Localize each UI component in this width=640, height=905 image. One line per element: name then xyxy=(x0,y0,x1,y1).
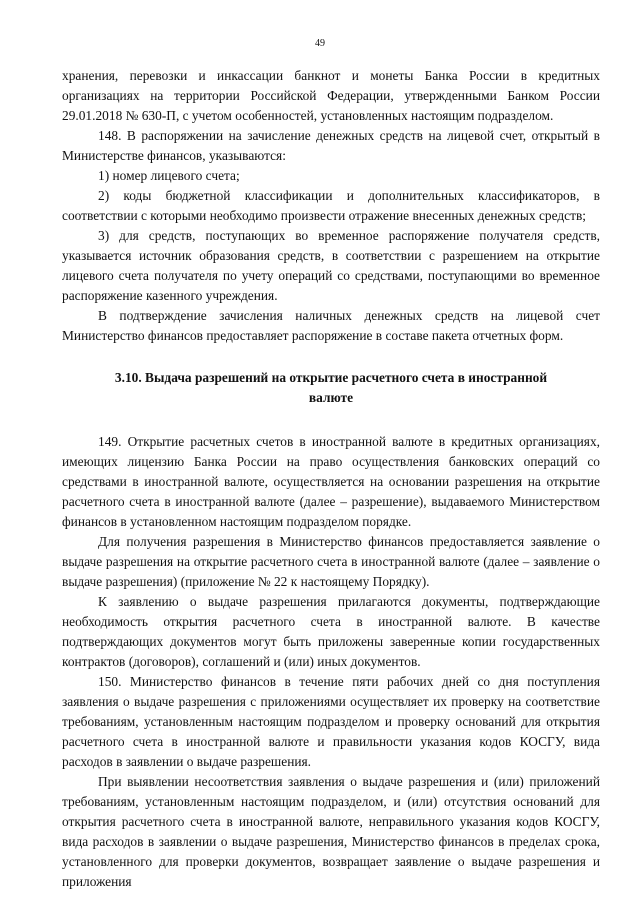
paragraph: 2) коды бюджетной классификации и дополнительных классификаторов, в соответствии с которыми необходимо произвести отражение внесенных денежных средств; xyxy=(62,188,600,223)
paragraph: К заявлению о выдаче разрешения прилагаются документы, подтверждающие необходимость открытия расчетного счета в иностранной валюте. В качестве подтверждающих документов могут быть приложены заверенные копии государственных контрактов (договоров), соглашений и (или) иных документов. xyxy=(62,594,600,669)
paragraph: В подтверждение зачисления наличных денежных средств на лицевой счет Министерство финансов предоставляет распоряжение в составе пакета отчетных форм. xyxy=(62,308,600,343)
page-number: 49 xyxy=(315,38,325,49)
paragraph: При выявлении несоответствия заявления о выдаче разрешения и (или) приложений требованиям, установленным настоящим подразделом, и (или) отсутствия оснований для открытия расчетного счета в иностранной валюте, неправильного указания кодов КОСГУ, вида расходов в заявлении о выдаче разрешения, Министерство финансов в пределах срока, установленного для проверки документов, возвращает заявление о выдаче разрешения и приложения xyxy=(62,774,600,889)
paragraph: 3) для средств, поступающих во временное распоряжение получателя средств, указывается источник образования средств, в соответствии с разрешением на открытие лицевого счета получателя по учету операций со средствами, поступающими во временное распоряжение казенного учреждения. xyxy=(62,228,600,303)
paragraphs-after-heading xyxy=(62,432,600,892)
paragraph: 149. Открытие расчетных счетов в иностранной валюте в кредитных организациях, имеющих лицензию Банка России на право осуществления банковских операций со средствами в иностранной валюте, осуществляется на основании разрешения на открытие расчетного счета в иностранной валюте (далее – разрешение), выдаваемого Министерством финансов в установленном настоящим подразделом порядке. xyxy=(62,434,600,529)
section-heading: 3.10. Выдача разрешений на открытие расчетного счета в иностранной валюте xyxy=(114,370,548,405)
paragraph: 148. В распоряжении на зачисление денежных средств на лицевой счет, открытый в Министерстве финансов, указываются: xyxy=(62,128,600,163)
paragraph: хранения, перевозки и инкассации банкнот и монеты Банка России в кредитных организациях на территории Российской Федерации, утвержденными Банком России 29.01.2018 № 630-П, с учетом особенностей, установленных настоящим подразделом. xyxy=(62,68,600,123)
paragraph: 150. Министерство финансов в течение пяти рабочих дней со дня поступления заявления о выдаче разрешения с приложениями осуществляет их проверку на соответствие требованиям, установленным настоящим подразделом и проверку оснований для открытия расчетного счета в иностранной валюте и правильности указания кодов КОСГУ, вида расходов в заявлении о выдаче разрешения. xyxy=(62,674,600,769)
paragraphs-before-heading xyxy=(62,66,600,346)
document-body xyxy=(62,66,600,892)
paragraph: Для получения разрешения в Министерство финансов предоставляется заявление о выдаче разрешения на открытие расчетного счета в иностранной валюте (далее – заявление о выдаче разрешения) (приложение № 22 к настоящему Порядку). xyxy=(62,534,600,589)
paragraph: 1) номер лицевого счета; xyxy=(98,168,240,183)
